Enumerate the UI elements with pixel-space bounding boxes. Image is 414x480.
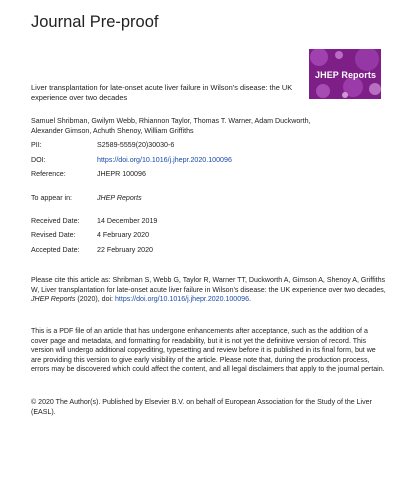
page-title: Journal Pre-proof [31,13,159,31]
doi-link[interactable]: https://doi.org/10.1016/j.jhepr.2020.100096 [97,156,232,164]
notice-paragraph: This is a PDF file of an article that has undergone enhancements after acceptance, such as the addition of a cover page and metadata, and formatting for readability, but it is not yet the definitive version of record. This version will undergo additional copyediting, typesetting and review before it is published in its final form, but we are providing this version to give early visibility of the article. Please note that, during the production process, errors may be discovered which could affect the content, and all legal disclaimers that apply to the journal pertain. [31,328,385,374]
citation-journal: JHEP Reports [31,296,76,304]
citation-doi-link[interactable]: https://doi.org/10.1016/j.jhepr.2020.100096 [114,296,249,304]
cover-journal-name: JHEP Reports [315,70,377,80]
received-value: 14 December 2019 [97,217,158,225]
citation-paragraph [31,276,386,305]
article-authors: Samuel Shribman, Gwilym Webb, Rhiannon Taylor, Thomas T. Warner, Adam Duckworth, Alexander Gimson, Achuth Shenoy, William Griffiths [31,117,311,135]
copyright-paragraph: © 2020 The Author(s). Published by Elsevier B.V. on behalf of European Association for the Study of the Liver (EASL). [31,399,372,416]
reference-label: Reference: [31,170,66,178]
pii-value: S2589-5559(20)30030-6 [97,141,175,149]
pii-label: PII: [31,141,42,149]
reference-value: JHEPR 100096 [97,170,146,178]
citation-text: Please cite this article as: Shribman S, Webb G, Taylor R, Warner TT, Duckworth A, Gimson A, Shenoy A, Griffiths W, Liver transplantation for late-onset acute liver failure in Wilson’s disease: the UK experience over two decades, [31,277,386,294]
received-label: Received Date: [31,217,80,225]
journal-cover-image [309,49,381,99]
accepted-value: 22 February 2020 [97,246,153,254]
revised-value: 4 February 2020 [97,231,150,239]
article-title: Liver transplantation for late-onset acute liver failure in Wilson’s disease: the UK experience over two decades [31,83,293,102]
citation-end: . [248,296,251,304]
doi-label: DOI: [31,156,46,164]
appear-label: To appear in: [31,194,73,202]
appear-value: JHEP Reports [97,194,142,202]
citation-year-doi: (2020), doi: [77,296,114,304]
accepted-label: Accepted Date: [31,246,80,254]
revised-label: Revised Date: [31,231,76,239]
